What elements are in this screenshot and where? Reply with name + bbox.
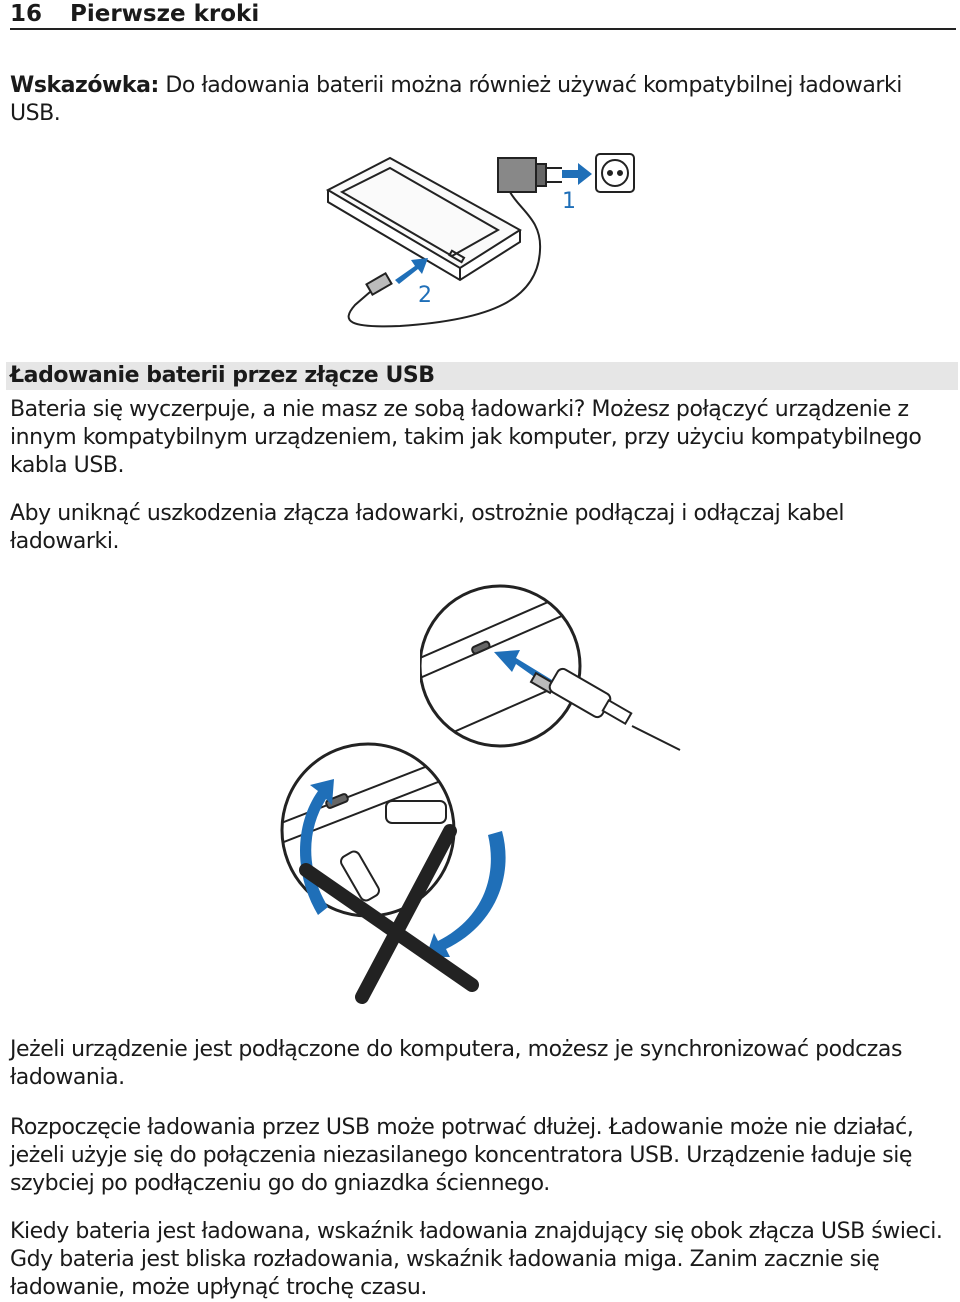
paragraph-caution: Aby uniknąć uszkodzenia złącza ładowarki, ostrożnie podłączaj i odłączaj kabel ładowarki.: [10, 501, 845, 554]
tip-paragraph: [10, 72, 954, 128]
usb-plug-drawing: [366, 273, 391, 294]
page-header: [10, 0, 956, 30]
wall-socket-drawing: [596, 154, 634, 192]
arrow-2-icon: [395, 258, 428, 284]
callout-2: 2: [418, 283, 432, 308]
callout-1: 1: [562, 189, 576, 214]
paragraph-usb-time: Rozpoczęcie ładowania przez USB może potrwać dłużej. Ładowanie może nie działać, jeżeli użyje się do połączenia niezasilanego koncentratora USB. Urządzenie ładuje się szybciej po podłączeniu go do gniazdka ściennego.: [10, 1115, 914, 1196]
charger-illustration: [310, 150, 650, 340]
tip-label: Wskazówka:: [10, 73, 159, 98]
paragraph-sync: Jeżeli urządzenie jest podłączone do komputera, możesz je synchronizować podczas ładowania.: [10, 1037, 902, 1090]
paragraph-indicator: Kiedy bateria jest ładowana, wskaźnik ładowania znajdujący się obok złącza USB świeci. Gdy bateria jest bliska rozładowania, wskaźnik ładowania miga. Zanim zacznie się ładowanie, może upłynąć trochę czasu.: [10, 1219, 943, 1300]
incorrect-connection-illustration: [276, 735, 536, 1005]
section-heading: Ładowanie baterii przez złącze USB: [6, 362, 958, 390]
tip-text: Do ładowania baterii można również używać kompatybilnej ładowarki USB.: [10, 73, 902, 126]
page-number: 16: [10, 1, 43, 27]
arrow-1-icon: [562, 163, 592, 185]
page-title: Pierwsze kroki: [70, 1, 260, 27]
paragraph-intro: Bateria się wyczerpuje, a nie masz ze sobą ładowarki? Możesz połączyć urządzenie z innym kompatybilnym urządzeniem, takim jak komputer, przy użyciu kompatybilnego kabla USB.: [10, 397, 922, 478]
wall-charger-drawing: [498, 158, 562, 192]
